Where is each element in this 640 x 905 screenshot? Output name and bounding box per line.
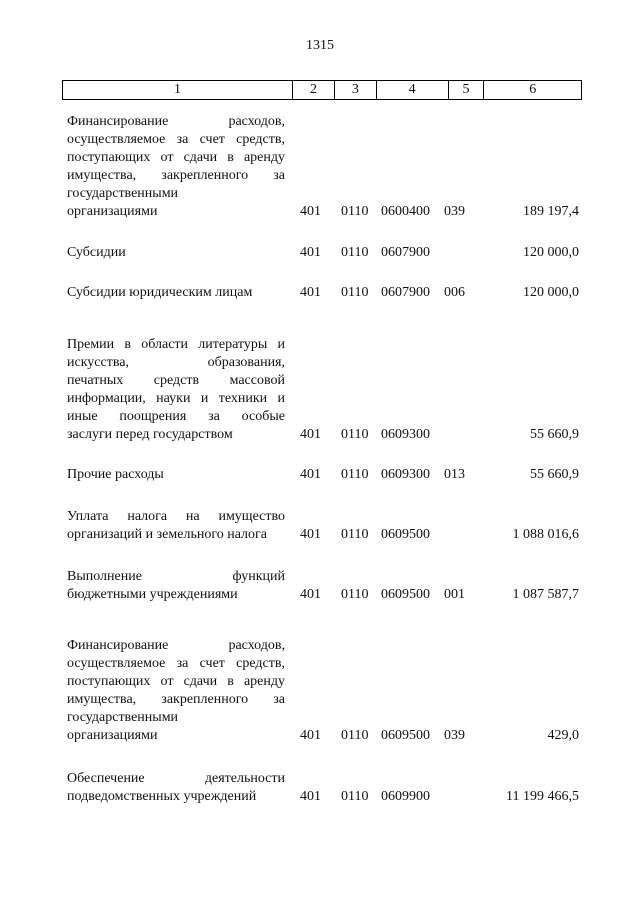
column-header-2: 2 (292, 81, 334, 99)
description-line: печатных средств массовой (67, 373, 285, 388)
code-cell-2: 401 (300, 204, 321, 219)
description-line: подведомственных учреждений (67, 789, 257, 804)
code-cell-3: 0110 (341, 245, 369, 260)
code-cell-2: 401 (300, 245, 321, 260)
table-row (0, 113, 640, 221)
description-line: Прочие расходы (67, 467, 164, 482)
description-line: организациями (67, 204, 158, 219)
amount-cell: 120 000,0 (523, 245, 579, 260)
amount-cell: 11 199 466,5 (506, 789, 579, 804)
table-row (0, 508, 640, 544)
description-line: государственными (67, 710, 179, 725)
column-header-6: 6 (483, 81, 581, 99)
code-cell-4: 0609500 (381, 527, 430, 542)
amount-cell: 120 000,0 (523, 285, 579, 300)
code-cell-3: 0110 (341, 285, 369, 300)
code-cell-2: 401 (300, 789, 321, 804)
code-cell-5: 039 (444, 728, 465, 743)
code-cell-2: 401 (300, 427, 321, 442)
code-cell-2: 401 (300, 728, 321, 743)
column-header-5: 5 (448, 81, 484, 99)
code-cell-4: 0609500 (381, 587, 430, 602)
row-description (67, 113, 285, 221)
code-cell-4: 0609300 (381, 467, 430, 482)
table-row (0, 244, 640, 262)
amount-cell: 55 660,9 (530, 427, 579, 442)
description-line: имущества, закрепленного за (67, 168, 285, 183)
description-line: поступающих от сдачи в аренду (67, 150, 285, 165)
description-line: заслуги перед государством (67, 427, 233, 442)
code-cell-2: 401 (300, 467, 321, 482)
description-line: бюджетными учреждениями (67, 587, 238, 602)
table-row (0, 336, 640, 444)
code-cell-2: 401 (300, 285, 321, 300)
description-line: поступающих от сдачи в аренду (67, 674, 285, 689)
table-row (0, 284, 640, 302)
code-cell-5: 006 (444, 285, 465, 300)
column-header-1: 1 (174, 82, 182, 97)
description-line: Финансирование расходов, (67, 114, 285, 129)
code-cell-3: 0110 (341, 527, 369, 542)
description-line: Выполнение функций (67, 569, 285, 584)
code-cell-2: 401 (300, 587, 321, 602)
page-number: 1315 (306, 38, 334, 53)
code-cell-3: 0110 (341, 789, 369, 804)
description-line: искусства, образования, (67, 355, 285, 370)
amount-cell: 189 197,4 (523, 204, 579, 219)
description-line: Премии в области литературы и (67, 337, 285, 352)
row-description (67, 336, 285, 444)
table-row (0, 770, 640, 806)
description-line: организаций и земельного налога (67, 527, 267, 542)
row-description (67, 508, 285, 544)
code-cell-4: 0609900 (381, 789, 430, 804)
row-description (67, 244, 285, 262)
description-line: осуществляемое за счет средств, (67, 132, 285, 147)
code-cell-4: 0607900 (381, 245, 430, 260)
row-description (67, 284, 285, 302)
description-line: Финансирование расходов, (67, 638, 285, 653)
column-header-4: 4 (376, 81, 448, 99)
description-line: Субсидии юридическим лицам (67, 285, 253, 300)
code-cell-4: 0609300 (381, 427, 430, 442)
description-line: организациями (67, 728, 158, 743)
code-cell-2: 401 (300, 527, 321, 542)
code-cell-3: 0110 (341, 728, 369, 743)
code-cell-3: 0110 (341, 427, 369, 442)
code-cell-5: 039 (444, 204, 465, 219)
description-line: государственными (67, 186, 179, 201)
description-line: Уплата налога на имущество (67, 509, 285, 524)
amount-cell: 55 660,9 (530, 467, 579, 482)
description-line: иные поощрения за особые (67, 409, 285, 424)
table-row (0, 466, 640, 484)
code-cell-5: 001 (444, 587, 465, 602)
description-line: осуществляемое за счет средств, (67, 656, 285, 671)
code-cell-3: 0110 (341, 467, 369, 482)
description-line: информации, науки и техники и (67, 391, 285, 406)
code-cell-3: 0110 (341, 587, 369, 602)
code-cell-5: 013 (444, 467, 465, 482)
table-row (0, 637, 640, 745)
row-description (67, 637, 285, 745)
column-header-row (62, 80, 582, 100)
row-description (67, 466, 285, 484)
table-row (0, 568, 640, 604)
row-description (67, 568, 285, 604)
row-description (67, 770, 285, 806)
code-cell-4: 0600400 (381, 204, 430, 219)
amount-cell: 1 087 587,7 (512, 587, 579, 602)
amount-cell: 429,0 (547, 728, 579, 743)
column-header-3: 3 (334, 81, 376, 99)
code-cell-4: 0609500 (381, 728, 430, 743)
description-line: Субсидии (67, 245, 126, 260)
code-cell-4: 0607900 (381, 285, 430, 300)
description-line: Обеспечение деятельности (67, 771, 285, 786)
code-cell-3: 0110 (341, 204, 369, 219)
description-line: имущества, закрепленного за (67, 692, 285, 707)
amount-cell: 1 088 016,6 (512, 527, 579, 542)
